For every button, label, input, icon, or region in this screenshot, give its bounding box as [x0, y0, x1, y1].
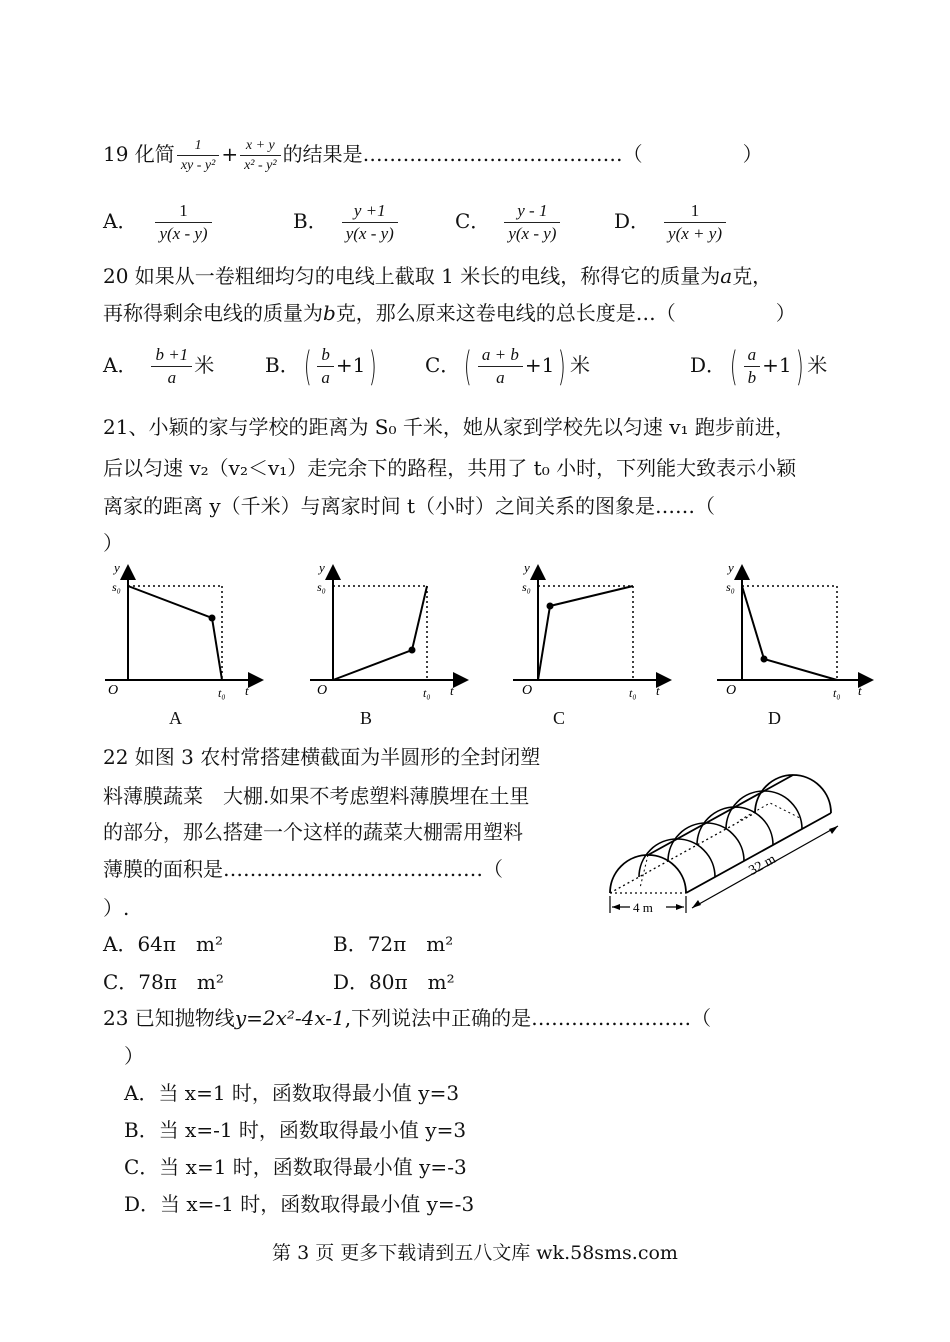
right-paren: )	[558, 343, 567, 390]
q21-line-1: 21、小颖的家与学校的距离为 S₀ 千米，她从家到学校先以匀速 v₁ 跑步前进，	[103, 415, 795, 439]
option-label: A．	[103, 209, 138, 233]
den: y(x - y)	[159, 224, 208, 243]
base-right-edge	[686, 813, 831, 893]
q19-f1-num: 1	[177, 138, 220, 156]
q22-option-d: D．80π m²	[333, 970, 455, 994]
left-paren: (	[464, 343, 473, 390]
option-label: C．	[455, 209, 491, 233]
left-paren: (	[729, 343, 738, 390]
front-arch	[610, 855, 686, 893]
option-label: A．	[103, 353, 138, 377]
q23-text: ,下列说法中正确的是……………………（	[344, 1006, 712, 1030]
q22-line-1: 22 如图 3 农村常搭建横截面为半圆形的全封闭塑	[103, 745, 541, 769]
q22-line-3: 的部分，那么搭建一个这样的蔬菜大棚需用塑料	[103, 820, 523, 844]
q19-suffix: 的结果是…………………………………（ ）	[282, 142, 763, 166]
q20-option-d-fraction	[744, 346, 761, 387]
q19-f1-den: xy - y²	[180, 158, 216, 173]
graph-d-label: D	[768, 708, 781, 728]
num: a + b	[478, 346, 523, 367]
option-label: C．	[425, 353, 461, 377]
den: a	[321, 368, 330, 387]
num: 1	[155, 202, 211, 223]
q20-option-a	[103, 346, 214, 387]
q20-text: 克，	[732, 264, 773, 288]
q23-option-b: B．当 x=-1 时，函数取得最小值 y=3	[124, 1118, 467, 1142]
t-label: t	[656, 683, 660, 698]
q19-option-a	[103, 202, 214, 243]
s0-label: s₀	[522, 580, 531, 594]
q19-plus: +	[221, 142, 239, 166]
graph-d	[712, 558, 882, 703]
q21-line-3: 离家的距离 y（千米）与离家时间 t（小时）之间关系的图象是……（	[103, 494, 716, 518]
q22-line-4: 薄膜的面积是…………………………………（	[103, 857, 503, 881]
greenhouse-figure	[600, 768, 850, 918]
q20-var-a: a	[720, 264, 733, 288]
q19-f2-num: x + y	[240, 138, 280, 156]
den: y(x - y)	[345, 224, 394, 243]
left-paren: (	[303, 343, 312, 390]
curve	[538, 586, 633, 680]
right-paren: )	[795, 343, 804, 390]
y-label: y	[114, 560, 120, 575]
q20-var-b: b	[323, 301, 336, 325]
q19-prefix: 19 化简	[103, 142, 175, 166]
q20-text: 再称得剩余电线的质量为	[103, 301, 323, 325]
q21-line-2: 后以匀速 v₂（v₂＜v₁）走完余下的路程，共用了 t₀ 小时，下列能大致表示小颖	[103, 456, 797, 480]
t0-label: t₀	[629, 686, 637, 700]
graph-b	[305, 558, 475, 703]
q22-line-5: ）.	[103, 896, 130, 920]
t0-label: t₀	[218, 686, 226, 700]
graph-c	[508, 558, 678, 703]
q20-option-b	[265, 343, 381, 390]
q20-option-d	[690, 343, 828, 390]
unit: 米	[570, 353, 590, 377]
q19-fraction-2	[240, 138, 280, 173]
option-label: D．	[690, 353, 727, 377]
q19-option-d-fraction	[664, 202, 726, 243]
turn-point	[209, 615, 216, 622]
t-label: t	[858, 683, 862, 698]
q19-fraction-1	[177, 138, 220, 173]
q23-text: 23 已知抛物线	[103, 1006, 235, 1030]
graph-a	[100, 558, 270, 703]
t0-label: t₀	[423, 686, 431, 700]
unit: 米	[194, 353, 215, 377]
q19-option-b	[293, 202, 400, 243]
q19-f2-den: x² - y²	[244, 158, 277, 173]
t-label: t	[245, 683, 249, 698]
q20-line-1	[103, 264, 772, 288]
unit: 米	[807, 353, 828, 377]
top-edge	[648, 775, 793, 855]
origin-label: O	[726, 683, 737, 698]
den: a	[496, 368, 505, 387]
turn-point	[761, 656, 768, 663]
q22-option-c: C．78π m²	[103, 970, 224, 994]
curve	[333, 586, 427, 680]
s0-label: s₀	[317, 580, 326, 594]
option-label: B．	[265, 353, 300, 377]
q19-stem	[103, 138, 763, 173]
turn-point	[409, 647, 416, 654]
graph-a-label: A	[169, 708, 182, 728]
base-left-edge	[610, 813, 755, 893]
num: y - 1	[504, 202, 560, 223]
origin-label: O	[522, 683, 533, 698]
t0-label: t₀	[833, 686, 841, 700]
inner-support	[640, 855, 648, 888]
plus-one: +1	[524, 353, 555, 377]
den: y(x - y)	[508, 224, 557, 243]
page-footer: 第 3 页 更多下载请到五八文库 wk.58sms.com	[272, 1242, 678, 1264]
y-label: y	[728, 560, 734, 575]
q19-option-c	[455, 202, 562, 243]
right-paren: )	[369, 343, 378, 390]
curve	[742, 586, 837, 680]
q23-option-d: D．当 x=-1 时，函数取得最小值 y=-3	[124, 1192, 475, 1216]
q22-option-b: B．72π m²	[333, 932, 454, 956]
length-arrow-start	[692, 900, 701, 908]
q19-option-c-fraction	[504, 202, 560, 243]
y-label: y	[524, 560, 530, 575]
q20-option-a-fraction	[151, 346, 192, 387]
num: y +1	[342, 202, 398, 223]
q22-option-a: A．64π m²	[103, 932, 224, 956]
width-arrow-left	[612, 904, 620, 910]
inner-support-2	[740, 803, 800, 820]
width-arrow-right	[676, 904, 684, 910]
turn-point	[547, 603, 554, 610]
den: b	[747, 368, 757, 387]
origin-label: O	[317, 683, 328, 698]
y-label: y	[319, 560, 325, 575]
q20-option-c-fraction	[478, 346, 523, 387]
origin-label: O	[108, 683, 119, 698]
q21-line-4: ）	[103, 531, 123, 555]
q22-line-2: 料薄膜蔬菜 大棚.如果不考虑塑料薄膜埋在土里	[103, 784, 530, 808]
q23-option-c: C．当 x=1 时，函数取得最小值 y=-3	[124, 1155, 467, 1179]
q20-text: 克，那么原来这卷电线的总长度是…（ ）	[335, 301, 796, 325]
q23-line-2: ）	[124, 1044, 144, 1068]
arch-3	[697, 807, 773, 845]
q23-line-1	[103, 1006, 711, 1030]
option-label: D．	[614, 209, 651, 233]
q23-option-a: A．当 x=1 时，函数取得最小值 y=3	[124, 1081, 460, 1105]
num: a	[744, 346, 761, 367]
den: a	[167, 368, 177, 387]
curve	[128, 586, 222, 680]
back-arch	[755, 775, 831, 813]
plus-one: +1	[762, 353, 792, 377]
q20-option-b-fraction	[317, 346, 334, 387]
graph-c-label: C	[553, 708, 566, 728]
s0-label: s₀	[112, 580, 121, 594]
den: y(x + y)	[668, 224, 722, 243]
length-label: 32 m	[746, 851, 779, 879]
num: b	[317, 346, 334, 367]
q20-line-2	[103, 301, 796, 325]
num: 1	[664, 202, 726, 223]
num: b +1	[151, 346, 192, 367]
q20-option-c	[425, 343, 590, 390]
plus-one: +1	[335, 353, 366, 377]
graph-b-label: B	[360, 708, 373, 728]
q20-text: 20 如果从一卷粗细均匀的电线上截取 1 米长的电线，称得它的质量为	[103, 264, 721, 288]
q19-option-b-fraction	[342, 202, 398, 243]
q23-formula: y=2x²-4x-1	[234, 1006, 345, 1030]
s0-label: s₀	[726, 580, 735, 594]
arch-2	[668, 823, 744, 861]
option-label: B．	[293, 209, 328, 233]
q19-option-a-fraction	[155, 202, 211, 243]
q19-option-d	[614, 202, 728, 243]
t-label: t	[450, 683, 454, 698]
width-label: 4 m	[633, 900, 653, 915]
length-arrow-end	[829, 826, 838, 834]
